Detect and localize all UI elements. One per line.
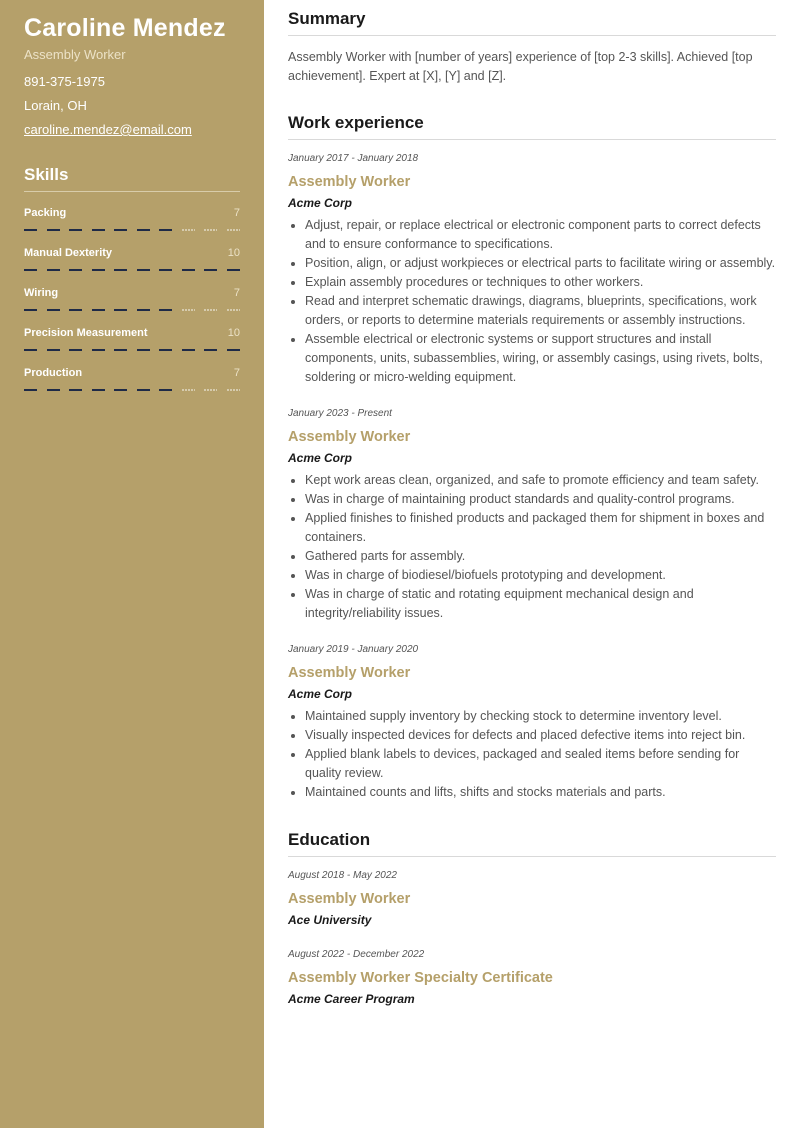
skill-segment-filled [159,349,172,351]
education-dates: August 2022 - December 2022 [288,949,425,960]
skill-segment-filled [69,269,82,271]
job-bullet: • Explain assembly procedures or techniques to other workers. [305,273,776,292]
job-bullet: • Was in charge of biodiesel/biofuels prototyping and development. [305,566,776,585]
skill-row [24,245,240,261]
skill-segment-empty [204,389,217,391]
summary-section [288,8,776,86]
skill-segment-empty [182,229,195,231]
skill-row [24,365,240,381]
skill-segment-filled [92,349,105,351]
job-bullets [288,216,776,387]
skill-row [24,205,240,221]
skill-segment-filled [92,269,105,271]
skill-segment-filled [137,349,150,351]
skill-segment-filled [114,309,127,311]
skill-value: 10 [227,247,240,259]
summary-text: Assembly Worker with [number of years] experience of [top 2-3 skills]. Achieved [top achievement]. Expert at [X], [Y] and [Z]. [288,50,753,83]
skill-level-bar [24,389,240,392]
skill-value: 7 [233,367,240,379]
job-bullet: • Position, align, or adjust workpieces or electrical parts to facilitate wiring or assembly. [305,254,776,273]
skill-segment-filled [69,309,82,311]
skill-name: Production [24,367,83,379]
skill-segment-empty [182,389,195,391]
education-heading: Education [288,829,776,857]
skill-segment-filled [114,229,127,231]
skill-segment-filled [137,309,150,311]
skill-segment-filled [47,349,60,351]
skill-segment-filled [137,269,150,271]
job-dates: January 2017 - January 2018 [288,153,419,164]
skill-segment-filled [69,389,82,391]
skill-segment-filled [182,269,195,271]
skill-row [24,325,240,341]
skill-name: Wiring [24,287,59,299]
job-dates: January 2019 - January 2020 [288,644,419,655]
skill-item [24,285,240,312]
location: Lorain, OH [24,98,87,113]
job-entry [288,643,776,802]
skill-segment-filled [92,389,105,391]
candidate-title: Assembly Worker [24,47,126,62]
skill-value: 10 [227,327,240,339]
skill-segment-filled [204,349,217,351]
skill-segment-empty [204,309,217,311]
skill-segment-filled [114,389,127,391]
skill-segment-filled [92,309,105,311]
job-bullet: • Maintained counts and lifts, shifts and stocks materials and parts. [305,783,776,802]
skill-level-bar [24,229,240,232]
skills-list [24,205,240,392]
job-bullet: • Assemble electrical or electronic systems or support structures and install components, units, subassemblies, wiring, or assembly casings, using rivets, bolts, soldering or micro-welding equipment. [305,330,776,387]
skill-segment-filled [24,269,37,271]
email-link[interactable]: caroline.mendez@email.com [24,122,192,137]
education-section [288,829,776,1007]
skill-segment-filled [137,389,150,391]
skill-name: Manual Dexterity [24,247,113,259]
skills-heading: Skills [24,164,240,192]
skill-segment-filled [47,389,60,391]
skill-segment-empty [227,309,240,311]
education-degree: Assembly Worker [288,891,411,907]
job-entry [288,407,776,623]
skill-item [24,245,240,272]
skill-segment-filled [47,269,60,271]
sidebar [0,0,264,1128]
education-list [288,869,776,1007]
skill-segment-filled [159,389,172,391]
skill-item [24,325,240,352]
skill-segment-empty [204,229,217,231]
job-bullet: • Maintained supply inventory by checking stock to determine inventory level. [305,707,776,726]
work-heading: Work experience [288,112,776,140]
skill-value: 7 [233,207,240,219]
job-bullet: • Kept work areas clean, organized, and safe to promote efficiency and team safety. [305,471,776,490]
skill-segment-empty [182,309,195,311]
education-entry [288,869,776,928]
skill-name: Packing [24,207,67,219]
job-bullets [288,471,776,623]
skill-segment-filled [204,269,217,271]
skill-segment-filled [114,269,127,271]
skill-level-bar [24,349,240,352]
skill-level-bar [24,269,240,272]
skill-segment-filled [114,349,127,351]
work-section [288,112,776,802]
skill-segment-filled [69,349,82,351]
skill-name: Precision Measurement [24,327,148,339]
candidate-name: Caroline Mendez [24,14,226,42]
skill-segment-filled [24,229,37,231]
job-company: Acme Corp [288,196,353,210]
education-entry [288,948,776,1007]
skill-segment-filled [227,349,240,351]
summary-heading: Summary [288,8,776,36]
skill-row [24,285,240,301]
jobs-list [288,152,776,802]
job-bullets [288,707,776,802]
skill-segment-filled [24,349,37,351]
skill-segment-filled [92,229,105,231]
job-bullet: • Was in charge of maintaining product standards and quality-control programs. [305,490,776,509]
job-company: Acme Corp [288,687,353,701]
skill-segment-filled [159,269,172,271]
education-school: Acme Career Program [288,992,415,1006]
skill-segment-filled [24,389,37,391]
skill-segment-filled [24,309,37,311]
job-bullet: • Was in charge of static and rotating equipment mechanical design and integrity/reliability issues. [305,585,776,623]
skill-segment-filled [47,229,60,231]
job-role: Assembly Worker [288,665,411,681]
skill-item [24,365,240,392]
skill-segment-filled [159,229,172,231]
job-bullet: • Applied blank labels to devices, packaged and sealed items before sending for quality review. [305,745,776,783]
job-entry [288,152,776,387]
job-role: Assembly Worker [288,174,411,190]
skill-segment-filled [227,269,240,271]
job-role: Assembly Worker [288,429,411,445]
skill-level-bar [24,309,240,312]
skill-segment-empty [227,229,240,231]
skill-segment-filled [137,229,150,231]
education-school: Ace University [288,913,372,927]
job-bullet: • Read and interpret schematic drawings, diagrams, blueprints, specifications, work orders, or reports to determine materials requirements or assembly instructions. [305,292,776,330]
job-bullet: • Gathered parts for assembly. [305,547,776,566]
main-content [288,0,776,1007]
job-bullet: • Adjust, repair, or replace electrical or electronic component parts to correct defects and to ensure conformance to specifications. [305,216,776,254]
skill-item [24,205,240,232]
skill-value: 7 [233,287,240,299]
skill-segment-filled [159,309,172,311]
job-dates: January 2023 - Present [288,408,392,419]
skill-segment-filled [69,229,82,231]
job-bullet: • Visually inspected devices for defects and placed defective items into reject bin. [305,726,776,745]
education-dates: August 2018 - May 2022 [288,870,397,881]
skill-segment-filled [47,309,60,311]
job-bullet: • Applied finishes to finished products and packaged them for shipment in boxes and containers. [305,509,776,547]
skill-segment-filled [182,349,195,351]
job-company: Acme Corp [288,451,353,465]
education-degree: Assembly Worker Specialty Certificate [288,970,553,986]
skill-segment-empty [227,389,240,391]
phone-number: 891-375-1975 [24,74,105,89]
